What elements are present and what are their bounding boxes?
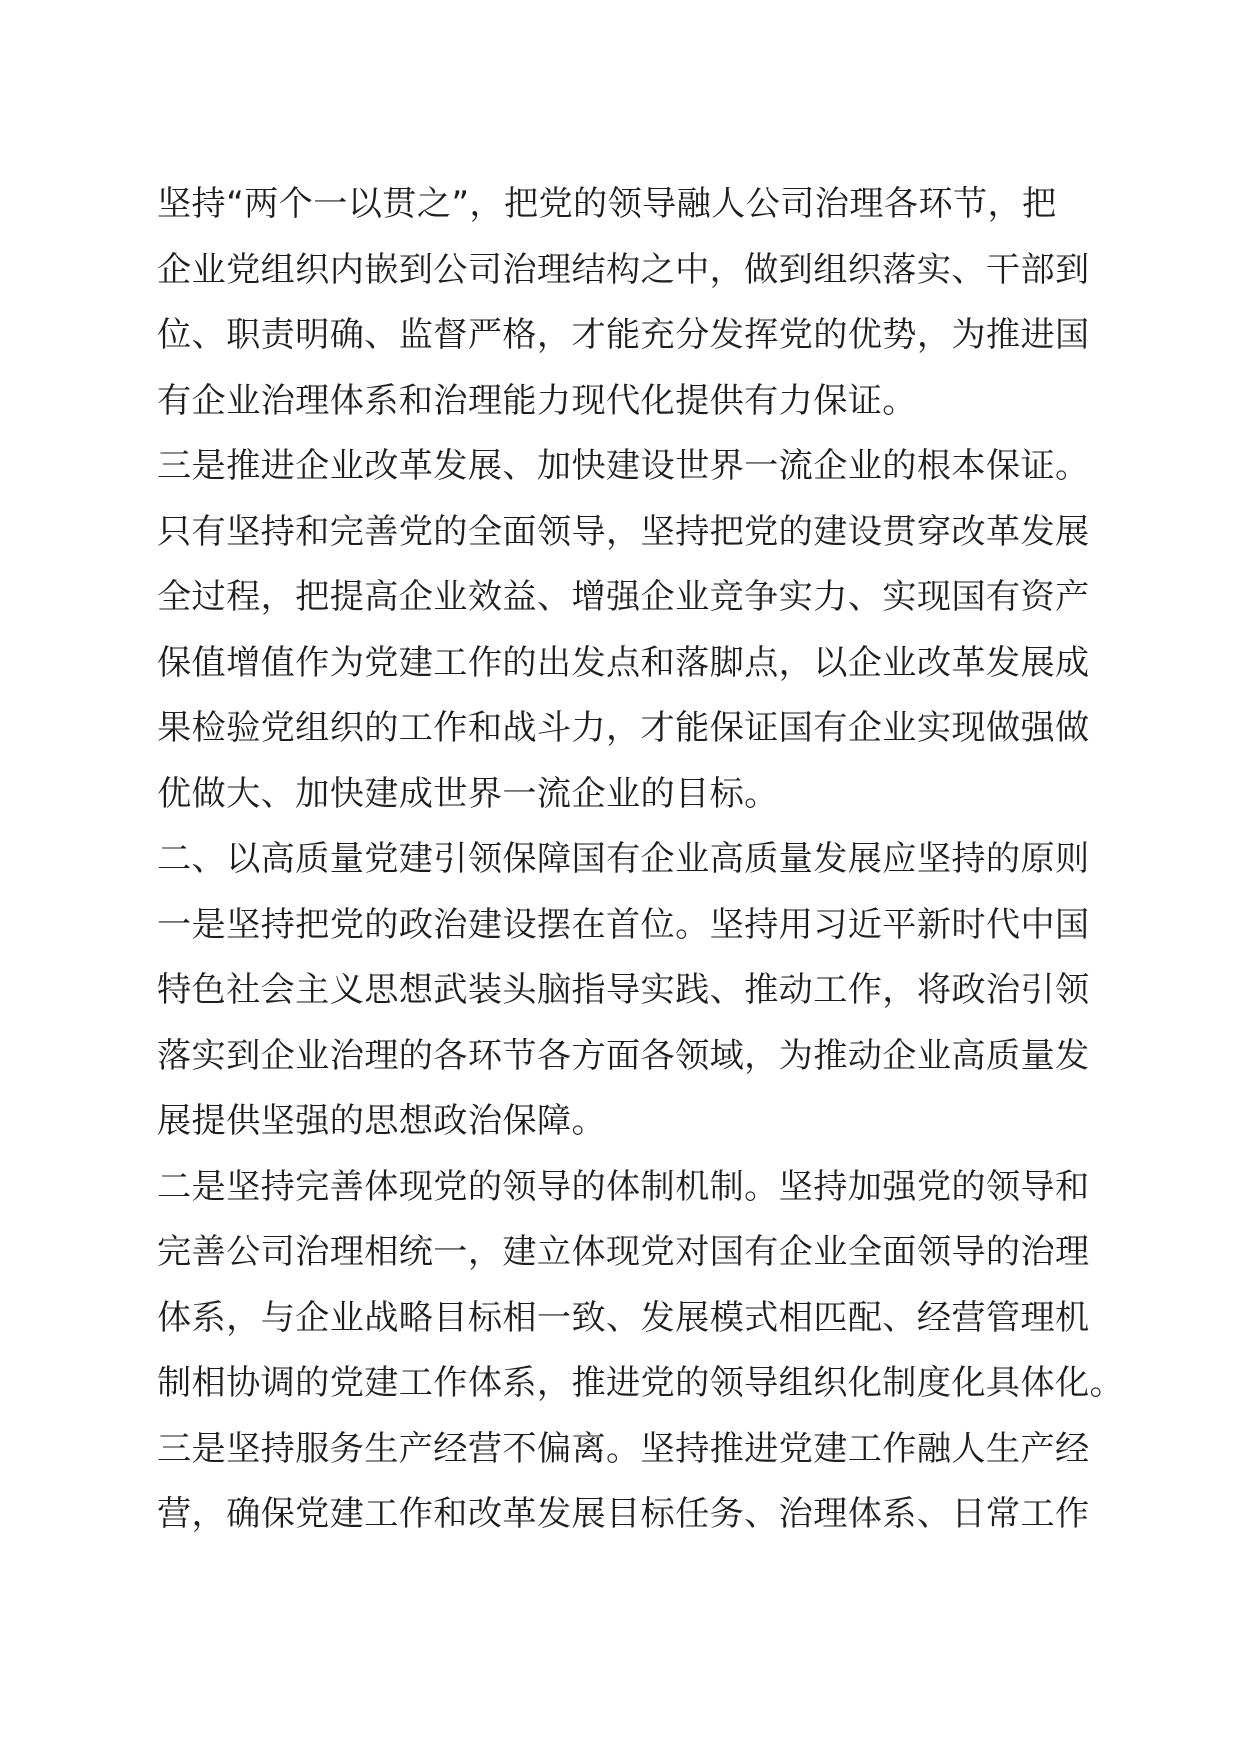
text-line: 一是坚持把党的政治建设摆在首位。坚持用习近平新时代中国 [157, 904, 1090, 945]
document-page [157, 172, 1125, 1548]
text-line: 完善公司治理相统一，建立体现党对国有企业全面领导的治理 [157, 1232, 1090, 1272]
text-line: 展提供坚强的思想政治保障。 [157, 1101, 606, 1141]
text-line: 优做大、加快建成世界一流企业的目标。 [157, 773, 779, 814]
text-line: 二是坚持完善体现党的领导的体制机制。坚持加强党的领导和 [157, 1166, 1090, 1207]
text-line: 制相协调的党建工作体系，推进党的领导组织化制度化具体化。 [157, 1363, 1125, 1403]
text-line: 全过程，把提高企业效益、增强企业竞争实力、实现国有资产 [157, 577, 1090, 617]
text-line: 坚持“两个一以贯之”，把党的领导融人公司治理各环节，把 [157, 184, 1057, 224]
text-line: 位、职责明确、监督严格，才能充分发挥党的优势，为推进国 [157, 315, 1090, 355]
text-line: 特色社会主义思想武装头脑指导实践、推动工作，将政治引领 [157, 970, 1090, 1010]
section-heading: 二、以高质量党建引领保障国有企业高质量发展应坚持的原则 [157, 839, 1090, 879]
text-line: 保值增值作为党建工作的出发点和落脚点，以企业改革发展成 [157, 642, 1090, 683]
text-line: 只有坚持和完善党的全面领导，坚持把党的建设贯穿改革发展 [157, 511, 1090, 552]
text-line: 企业党组织内嵌到公司治理结构之中，做到组织落实、干部到 [157, 249, 1090, 290]
text-line: 落实到企业治理的各环节各方面各领域，为推动企业高质量发 [157, 1035, 1090, 1076]
text-line: 有企业治理体系和治理能力现代化提供有力保证。 [157, 380, 917, 421]
text-line: 果检验党组织的工作和战斗力，才能保证国有企业实现做强做 [157, 708, 1090, 748]
text-line: 体系，与企业战略目标相一致、发展模式相匹配、经营管理机 [157, 1297, 1090, 1338]
text-line: 三是推进企业改革发展、加快建设世界一流企业的根本保证。 [157, 446, 1090, 486]
text-line: 三是坚持服务生产经营不偏离。坚持推进党建工作融人生产经 [157, 1428, 1090, 1469]
text-line: 营，确保党建工作和改革发展目标任务、治理体系、日常工作 [157, 1494, 1090, 1534]
